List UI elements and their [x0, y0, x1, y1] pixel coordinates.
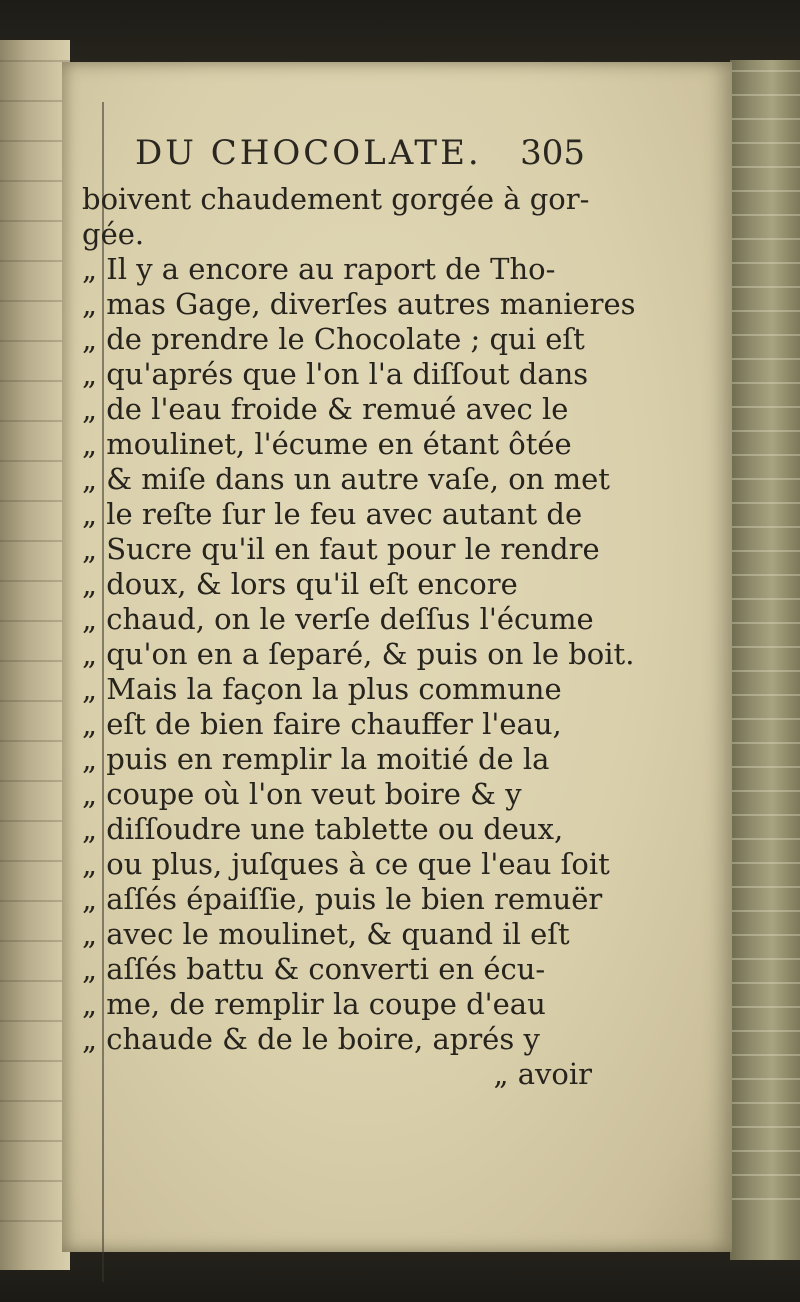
- text-line: „ Sucre qu'il en faut pour le rendre: [82, 532, 600, 566]
- page-edge-line: [730, 454, 800, 456]
- text-line: „ Il y a encore au raport de Tho-: [82, 252, 556, 286]
- text-line: „ chaude & de le boire, aprés y: [82, 1022, 540, 1056]
- page-edge-line: [730, 646, 800, 648]
- page-edge-line: [730, 1198, 800, 1200]
- page-edge-line: [730, 526, 800, 528]
- page-edge-line: [730, 1150, 800, 1152]
- page-edge-stripe: [0, 460, 70, 462]
- page-edge-stripe: [0, 500, 70, 502]
- text-line: „ qu'on en a ſeparé, & puis on le boit.: [82, 637, 635, 671]
- page-edge-line: [730, 382, 800, 384]
- page-edge-line: [730, 430, 800, 432]
- catchword: „ avoir: [493, 1057, 592, 1091]
- page-edge-line: [730, 502, 800, 504]
- page-edge-line: [730, 94, 800, 96]
- page-edge-line: [730, 958, 800, 960]
- text-line: „ avec le moulinet, & quand il eſt: [82, 917, 570, 951]
- text-line: „ de prendre le Chocolate ; qui eſt: [82, 322, 585, 356]
- page-edge-line: [730, 766, 800, 768]
- page-edge-line: [730, 598, 800, 600]
- page-edge-line: [730, 1126, 800, 1128]
- text-line: „ aſſés épaiſſie, puis le bien remuër: [82, 882, 603, 916]
- text-line: „ moulinet, l'écume en étant ôtée: [82, 427, 572, 461]
- page-edge-line: [730, 982, 800, 984]
- page-edge-stripe: [0, 1220, 70, 1222]
- page-edge-stripe: [0, 780, 70, 782]
- body-text: [82, 182, 636, 1092]
- page-edge-line: [730, 1006, 800, 1008]
- page-edge-line: [730, 1078, 800, 1080]
- page-edge-line: [730, 886, 800, 888]
- text-line: „ me, de remplir la coupe d'eau: [82, 987, 546, 1021]
- page-edge-line: [730, 214, 800, 216]
- page-edge-line: [730, 238, 800, 240]
- text-line: „ aſſés battu & converti en écu-: [82, 952, 546, 986]
- page-edge-line: [730, 814, 800, 816]
- text-line: „ doux, & lors qu'il eſt encore: [82, 567, 518, 601]
- text-line: „ puis en remplir la moitié de la: [82, 742, 550, 776]
- page-edge-line: [730, 478, 800, 480]
- text-line: „ Mais la façon la plus commune: [82, 672, 562, 706]
- text-line: „ mas Gage, diverſes autres manieres: [82, 287, 636, 321]
- page-edge-stripe: [0, 620, 70, 622]
- page-edge-line: [730, 694, 800, 696]
- text-line: „ eſt de bien faire chauffer l'eau,: [82, 707, 562, 741]
- page-edge-stripe: [0, 260, 70, 262]
- page-edge-stripe: [0, 900, 70, 902]
- page-edge-stripe: [0, 860, 70, 862]
- page-edge-line: [730, 934, 800, 936]
- page-edge-line: [730, 718, 800, 720]
- page-edge-line: [730, 790, 800, 792]
- page-edge-line: [730, 70, 800, 72]
- page-edge-line: [730, 334, 800, 336]
- page-number: 305: [520, 133, 585, 173]
- page-edge-stripe: [0, 140, 70, 142]
- page-edge-stripe: [0, 740, 70, 742]
- text-line: gée.: [82, 217, 145, 251]
- page-edge-line: [730, 910, 800, 912]
- page-edge-stripe: [0, 220, 70, 222]
- page-edge-stripe: [0, 700, 70, 702]
- page-edge-line: [730, 742, 800, 744]
- page-edge-line: [730, 838, 800, 840]
- text-line: „ qu'aprés que l'on l'a diſſout dans: [82, 357, 589, 391]
- page-edge-stripe: [0, 180, 70, 182]
- page-edge-stripe: [0, 1060, 70, 1062]
- page-edge-line: [730, 166, 800, 168]
- page-edge-stripe: [0, 660, 70, 662]
- page-edge-stripe: [0, 1140, 70, 1142]
- text-line: „ chaud, on le verſe deſſus l'écume: [82, 602, 594, 636]
- page-edge-line: [730, 262, 800, 264]
- page-header: [135, 133, 585, 177]
- page-edge-line: [730, 1174, 800, 1176]
- page-edge-line: [730, 142, 800, 144]
- page-edge-stripe: [0, 820, 70, 822]
- page-edge-stripe: [0, 580, 70, 582]
- text-line: „ le reſte ſur le feu avec autant de: [82, 497, 583, 531]
- page-edge-stripe: [0, 540, 70, 542]
- running-title: DU CHOCOLATE.: [135, 133, 482, 173]
- page-edge-line: [730, 286, 800, 288]
- text-line: „ ou plus, juſques à ce que l'eau ſoit: [82, 847, 610, 881]
- page-edge-line: [730, 622, 800, 624]
- page-edge-line: [730, 1054, 800, 1056]
- text-line: „ & miſe dans un autre vaſe, on met: [82, 462, 610, 496]
- page-edge-stripe: [0, 420, 70, 422]
- page-edge-line: [730, 358, 800, 360]
- page-edge-stripe: [0, 980, 70, 982]
- page-edge-stripe: [0, 60, 70, 62]
- page-edge-stripe: [0, 1100, 70, 1102]
- page-edge-line: [730, 310, 800, 312]
- page-edge-line: [730, 670, 800, 672]
- text-line: boivent chaudement gorgée à gor-: [82, 182, 590, 216]
- page-edge-line: [730, 862, 800, 864]
- page-edge-stripe: [0, 1180, 70, 1182]
- page-edge-line: [730, 550, 800, 552]
- page-edge-line: [730, 406, 800, 408]
- page-edges-right: [730, 60, 800, 1260]
- text-line: „ coupe où l'on veut boire & y: [82, 777, 522, 811]
- text-line: „ diſſoudre une tablette ou deux,: [82, 812, 564, 846]
- page-edge-stripe: [0, 340, 70, 342]
- text-line: „ de l'eau froide & remué avec le: [82, 392, 569, 426]
- page-edge-line: [730, 1102, 800, 1104]
- page-edge-stripe: [0, 380, 70, 382]
- previous-page-edge: [0, 40, 70, 1270]
- page-edge-stripe: [0, 300, 70, 302]
- page-edge-stripe: [0, 100, 70, 102]
- page-edge-line: [730, 118, 800, 120]
- page-edge-stripe: [0, 940, 70, 942]
- page-edge-line: [730, 574, 800, 576]
- page-edge-line: [730, 1030, 800, 1032]
- page-edge-line: [730, 190, 800, 192]
- page-edge-stripe: [0, 1020, 70, 1022]
